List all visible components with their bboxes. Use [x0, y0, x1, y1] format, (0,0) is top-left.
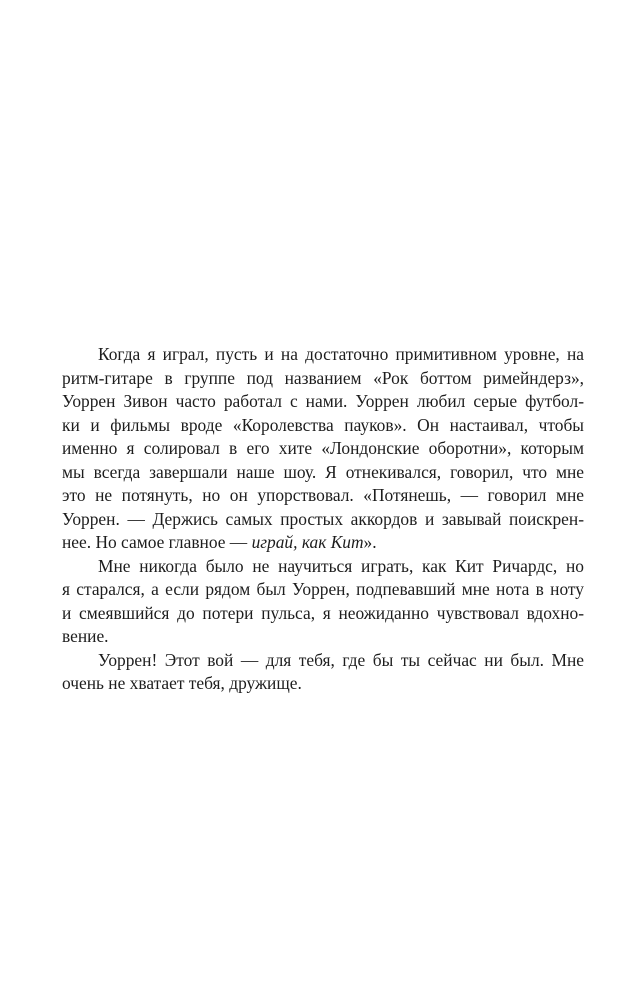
body-text [62, 343, 584, 696]
text-line: мы всегда завершали наше шоу. Я отнекивался, говорил, что мне [62, 461, 584, 482]
text-line: это не потянуть, но он упорствовал. «Потянешь, — говорил мне [62, 485, 584, 505]
text-line: Когда я играл, пусть и на достаточно примитивном уровне, на [98, 344, 584, 364]
text-line: Уоррен! Этот вой — для тебя, где бы ты сейчас ни был. Мне [98, 649, 584, 670]
text-segment: ». [363, 532, 377, 552]
text-line: именно я солировал в его хите «Лондонские оборотни», которым [62, 438, 584, 458]
text-line: ритм-гитаре в группе под названием «Рок боттом римейндерз», [62, 367, 584, 388]
text-line [62, 531, 584, 555]
text-line: ки и фильмы вроде «Королевства пауков». Он настаивал, чтобы [62, 414, 584, 435]
text-line: Уоррен Зивон часто работал с нами. Уоррен любил серые футбол- [62, 391, 584, 411]
text-line: Мне никогда было не научиться играть, как Кит Ричардс, но [98, 555, 584, 576]
italic-emphasis: играй, как Кит [251, 532, 364, 552]
text-segment: нее. Но самое главное — [62, 532, 252, 552]
text-line: я старался, а если рядом был Уоррен, подпевавший мне нота в ноту [62, 579, 584, 599]
text-line: очень не хватает тебя, дружище. [62, 673, 302, 693]
text-line: и смеявшийся до потери пульса, я неожиданно чувствовал вдохно- [62, 602, 584, 623]
text-line: Уоррен. — Держись самых простых аккордов и завывай поискрен- [62, 508, 584, 529]
text-line: вение. [62, 626, 109, 646]
